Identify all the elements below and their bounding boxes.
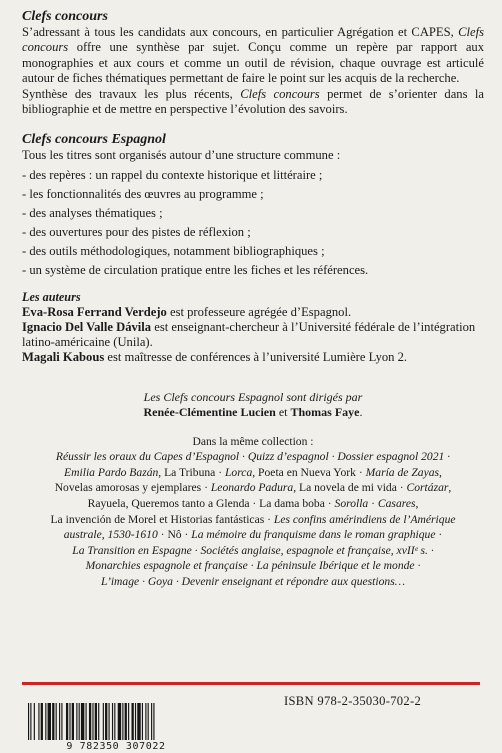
collection-line [22, 496, 484, 512]
punctuation: . [359, 404, 363, 419]
author-entry [22, 350, 484, 365]
italic-run: Emilia Pardo Bazán [64, 465, 159, 479]
collection-line [22, 465, 484, 481]
collection-line [22, 449, 484, 465]
text-run: , [439, 465, 442, 479]
italic-run: australe, 1530-1610 [63, 528, 158, 542]
list-item: - des analyses thématiques ; [22, 205, 163, 220]
cover-text [22, 8, 484, 590]
spanish-title: Clefs concours Espagnol [22, 132, 166, 148]
italic-run: Sorolla [334, 497, 369, 511]
italic-run: Clefs concours [240, 86, 320, 101]
text-run: Synthèse des travaux les plus récents, [22, 86, 241, 101]
red-divider [22, 682, 480, 685]
italic-run: Clefs concours [22, 25, 484, 55]
list-item: - des repères : un rappel du contexte historique et littéraire ; [22, 167, 323, 182]
text-run: , [448, 481, 452, 495]
text-run: S’adressant à tous les candidats aux concours, en particulier Agrégation et CAPES, [22, 25, 459, 39]
series-title: Clefs concours [22, 9, 108, 24]
text-run: , La novela de mi vida · [293, 481, 407, 495]
italic-run: Réussir les oraux du Capes d’Espagnol · Quizz d’espagnol · Dossier espagnol 2021 · [55, 450, 451, 464]
list-item: - des outils méthodologiques, notamment bibliographiques ; [22, 243, 325, 258]
collection-line [22, 527, 484, 543]
italic-run: Leonardo Padura [210, 481, 294, 495]
author-description: est maîtresse de conférences à l’université Lumière Lyon 2. [104, 350, 408, 365]
collection-intro: Dans la même collection : [192, 434, 314, 448]
structure-list [22, 166, 484, 280]
text-run: La invención de Morel et Historias fantásticas · [50, 512, 274, 526]
collection-line [22, 543, 484, 559]
collection-list [22, 434, 484, 590]
director-name: Renée-Clémentine Lucien [143, 404, 276, 419]
author-entry [22, 320, 484, 350]
text-run: · [368, 497, 378, 511]
italic-run: Casares [377, 497, 416, 511]
author-name: Magali Kabous [22, 350, 105, 365]
text-run: , [415, 497, 419, 511]
italic-run: Cortázar [406, 481, 449, 495]
italic-run: La Transition en Espagne · Sociétés anglaise, espagnole et française, xvIIᵉ s. · [72, 543, 434, 557]
text-run: , La Tribuna · [158, 465, 225, 479]
author-description: est enseignant-chercheur à l’Université fédérale de l’intégration latino-américaine (Unila). [22, 320, 476, 350]
isbn-number: ISBN 978-2-35030-702-2 [284, 694, 422, 708]
collection-line [22, 558, 484, 574]
text-run: Novelas amorosas y ejemplares · [54, 481, 211, 495]
author-name: Eva-Rosa Ferrand Verdejo [22, 304, 167, 319]
list-item: - des ouvertures pour des pistes de réflexion ; [22, 224, 251, 239]
text-run: · Nô · [157, 528, 192, 542]
italic-run: Monarchies espagnole et française · La péninsule Ibérique et le monde · [85, 559, 421, 573]
text-run: offre une synthèse par sujet. Conçu comme un repère par rapport aux monographies et aux cours et comme un outil de révision, chaque ouvrage est articulé autour de fiches thématiques permettant de faire le point sur les acquis de la recherche. [22, 40, 484, 86]
collection-line [22, 512, 484, 528]
series-direction [22, 390, 484, 420]
text-run: , Poeta en Nueva York · [252, 465, 366, 479]
authors-title: Les auteurs [22, 289, 81, 304]
italic-run: La mémoire du franquisme dans le roman graphique [191, 528, 436, 542]
italic-run: L’image · Goya · Devenir enseignant et répondre aux questions… [100, 575, 406, 588]
author-name: Ignacio Del Valle Dávila [22, 320, 152, 335]
authors-section [22, 290, 484, 366]
text-run: Rayuela, Queremos tanto a Glenda · La dama boba · [87, 497, 335, 511]
series-synthesis [22, 87, 484, 118]
text-run: permet de s’orienter dans la bibliographie et de mettre en perspective l’évolution des savoirs. [22, 86, 484, 117]
barcode-number: 9 782350 307022 [22, 740, 210, 753]
collection-line [22, 574, 484, 590]
spanish-section [22, 131, 484, 279]
conjunction: et [275, 404, 291, 419]
italic-run: Les confins amérindiens de l’Amérique [273, 512, 456, 526]
author-description: est professeure agrégée d’Espagnol. [166, 304, 352, 319]
text-run: · [435, 528, 443, 542]
spanish-intro: Tous les titres sont organisés autour d’une structure commune : [22, 148, 341, 163]
series-description [22, 25, 484, 87]
direction-line [22, 390, 484, 405]
list-item: - les fonctionnalités des œuvres au programme ; [22, 186, 264, 201]
directors-line [22, 405, 484, 420]
italic-run: María de Zayas [365, 465, 440, 479]
collection-line [22, 480, 484, 496]
italic-run: Lorca [224, 465, 253, 479]
list-item: - un système de circulation pratique entre les fiches et les références. [22, 262, 369, 277]
director-name: Thomas Faye [290, 404, 360, 419]
direction-text: Les Clefs concours Espagnol sont dirigés par [143, 389, 363, 404]
author-entry [22, 305, 484, 320]
